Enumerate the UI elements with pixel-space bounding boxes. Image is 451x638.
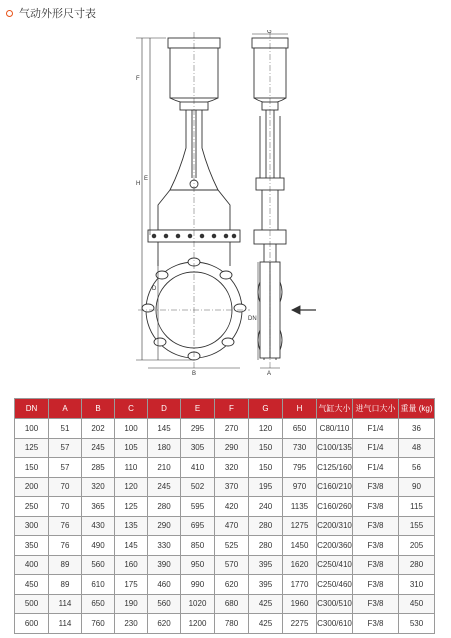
table-cell: 500 — [15, 594, 49, 614]
table-cell: 400 — [15, 555, 49, 575]
table-cell: 190 — [115, 594, 148, 614]
table-cell: 795 — [283, 458, 317, 478]
header-cell: F — [215, 399, 249, 419]
table-cell: 990 — [181, 575, 215, 595]
table-cell: 36 — [399, 419, 435, 439]
table-cell: 100 — [115, 419, 148, 439]
table-cell: 160 — [115, 555, 148, 575]
table-cell: 195 — [249, 477, 283, 497]
table-cell: 76 — [49, 516, 82, 536]
table-cell: 395 — [249, 575, 283, 595]
table-cell: 320 — [215, 458, 249, 478]
table-cell: 425 — [249, 594, 283, 614]
table-cell: 150 — [249, 438, 283, 458]
table-cell: 530 — [399, 614, 435, 634]
dim-label-e: E — [144, 176, 149, 182]
table-header-row — [15, 399, 435, 419]
table-cell: 56 — [399, 458, 435, 478]
table-cell: 285 — [82, 458, 115, 478]
table-cell: C160/210 — [317, 477, 353, 497]
table-cell: 105 — [115, 438, 148, 458]
table-cell: C250/460 — [317, 575, 353, 595]
table-cell: 100 — [15, 419, 49, 439]
table-cell: F3/8 — [353, 477, 399, 497]
table-cell: 150 — [249, 458, 283, 478]
table-cell: F3/8 — [353, 555, 399, 575]
table-cell: 1770 — [283, 575, 317, 595]
table-cell: 850 — [181, 536, 215, 556]
table-cell: C100/135 — [317, 438, 353, 458]
table-cell: F3/8 — [353, 536, 399, 556]
table-cell: 125 — [15, 438, 49, 458]
table-cell: 600 — [15, 614, 49, 634]
dim-label-b: B — [192, 371, 197, 375]
table-cell: 120 — [115, 477, 148, 497]
table-cell: F3/8 — [353, 614, 399, 634]
table-cell: C200/360 — [317, 536, 353, 556]
table-cell: 430 — [82, 516, 115, 536]
table-cell: 114 — [49, 614, 82, 634]
header-cell: 重量 (kg) — [399, 399, 435, 419]
table-row — [15, 477, 435, 497]
table-cell: 970 — [283, 477, 317, 497]
table-cell: 280 — [249, 516, 283, 536]
table-cell: C80/110 — [317, 419, 353, 439]
table-row — [15, 614, 435, 634]
table-cell: 280 — [399, 555, 435, 575]
header-cell: E — [181, 399, 215, 419]
dim-label-a: A — [267, 371, 272, 375]
table-cell: 2275 — [283, 614, 317, 634]
table-cell: 48 — [399, 438, 435, 458]
table-cell: 280 — [148, 497, 181, 517]
table-row — [15, 497, 435, 517]
table-cell: 205 — [399, 536, 435, 556]
table-cell: 51 — [49, 419, 82, 439]
table-cell: 240 — [249, 497, 283, 517]
table-cell: 1960 — [283, 594, 317, 614]
table-cell: 620 — [215, 575, 249, 595]
table-cell: F1/4 — [353, 438, 399, 458]
header-cell: D — [148, 399, 181, 419]
table-cell: 200 — [15, 477, 49, 497]
table-cell: F1/4 — [353, 419, 399, 439]
table-cell: 145 — [148, 419, 181, 439]
table-cell: 57 — [49, 438, 82, 458]
table-cell: 370 — [215, 477, 249, 497]
table-cell: 395 — [249, 555, 283, 575]
table-cell: 210 — [148, 458, 181, 478]
dim-label-g: G — [267, 30, 272, 35]
dimension-table — [14, 398, 435, 634]
table-row — [15, 594, 435, 614]
table-cell: 1450 — [283, 536, 317, 556]
table-cell: 560 — [82, 555, 115, 575]
table-cell: 290 — [148, 516, 181, 536]
header-cell: G — [249, 399, 283, 419]
dim-label-dn: DN — [248, 316, 257, 322]
header-cell: 进气口大小 — [353, 399, 399, 419]
table-row — [15, 516, 435, 536]
table-cell: 114 — [49, 594, 82, 614]
table-cell: 180 — [148, 438, 181, 458]
table-cell: F3/8 — [353, 516, 399, 536]
table-row — [15, 575, 435, 595]
table-cell: 420 — [215, 497, 249, 517]
table-cell: 305 — [181, 438, 215, 458]
table-cell: 150 — [15, 458, 49, 478]
table-cell: 490 — [82, 536, 115, 556]
table-cell: 320 — [82, 477, 115, 497]
table-cell: 290 — [215, 438, 249, 458]
table-cell: 300 — [15, 516, 49, 536]
table-cell: 780 — [215, 614, 249, 634]
table-cell: 760 — [82, 614, 115, 634]
table-cell: 120 — [249, 419, 283, 439]
table-cell: 460 — [148, 575, 181, 595]
table-cell: 110 — [115, 458, 148, 478]
table-cell: C200/310 — [317, 516, 353, 536]
table-cell: 650 — [82, 594, 115, 614]
header-cell: 气缸大小 — [317, 399, 353, 419]
dim-label-h: H — [136, 181, 141, 187]
table-cell: 450 — [399, 594, 435, 614]
table-cell: C250/410 — [317, 555, 353, 575]
table-row — [15, 438, 435, 458]
table-row — [15, 458, 435, 478]
table-cell: 502 — [181, 477, 215, 497]
table-cell: 680 — [215, 594, 249, 614]
header-cell: H — [283, 399, 317, 419]
table-cell: 350 — [15, 536, 49, 556]
table-cell: 610 — [82, 575, 115, 595]
table-row — [15, 419, 435, 439]
table-cell: 650 — [283, 419, 317, 439]
header-cell: A — [49, 399, 82, 419]
header-cell: C — [115, 399, 148, 419]
table-cell: 145 — [115, 536, 148, 556]
table-cell: C300/610 — [317, 614, 353, 634]
table-row — [15, 536, 435, 556]
table-cell: 245 — [82, 438, 115, 458]
table-cell: 175 — [115, 575, 148, 595]
table-cell: 270 — [215, 419, 249, 439]
dim-label-d: D — [152, 286, 157, 292]
table-cell: 560 — [148, 594, 181, 614]
table-cell: 695 — [181, 516, 215, 536]
table-cell: 76 — [49, 536, 82, 556]
table-cell: C300/510 — [317, 594, 353, 614]
table-cell: 295 — [181, 419, 215, 439]
table-cell: C160/260 — [317, 497, 353, 517]
table-cell: 57 — [49, 458, 82, 478]
table-cell: F3/8 — [353, 594, 399, 614]
table-cell: 525 — [215, 536, 249, 556]
circle-bullet-icon — [6, 10, 13, 17]
table-cell: 950 — [181, 555, 215, 575]
table-cell: 202 — [82, 419, 115, 439]
table-cell: 115 — [399, 497, 435, 517]
table-cell: 135 — [115, 516, 148, 536]
section-heading — [6, 6, 96, 20]
table-cell: 390 — [148, 555, 181, 575]
table-cell: 155 — [399, 516, 435, 536]
table-cell: 330 — [148, 536, 181, 556]
table-cell: 730 — [283, 438, 317, 458]
section-title: 气动外形尺寸表 — [19, 8, 96, 20]
table-cell: 280 — [249, 536, 283, 556]
table-cell: 1620 — [283, 555, 317, 575]
table-cell: 70 — [49, 497, 82, 517]
table-row — [15, 555, 435, 575]
header-cell: B — [82, 399, 115, 419]
table-cell: 410 — [181, 458, 215, 478]
table-cell: F3/8 — [353, 497, 399, 517]
table-cell: 310 — [399, 575, 435, 595]
table-cell: 245 — [148, 477, 181, 497]
table-cell: F3/8 — [353, 575, 399, 595]
table-cell: 1200 — [181, 614, 215, 634]
table-cell: 620 — [148, 614, 181, 634]
table-cell: 595 — [181, 497, 215, 517]
table-cell: 450 — [15, 575, 49, 595]
dim-label-f: F — [136, 76, 140, 82]
table-cell: 90 — [399, 477, 435, 497]
table-cell: 250 — [15, 497, 49, 517]
valve-technical-drawing — [120, 30, 420, 375]
table-cell: 89 — [49, 555, 82, 575]
table-cell: 1275 — [283, 516, 317, 536]
table-cell: F1/4 — [353, 458, 399, 478]
table-cell: 89 — [49, 575, 82, 595]
table-cell: 1020 — [181, 594, 215, 614]
table-cell: 425 — [249, 614, 283, 634]
table-cell: 125 — [115, 497, 148, 517]
table-cell: 470 — [215, 516, 249, 536]
table-cell: 1135 — [283, 497, 317, 517]
table-cell: 230 — [115, 614, 148, 634]
table-cell: 365 — [82, 497, 115, 517]
table-cell: C125/160 — [317, 458, 353, 478]
table-cell: 70 — [49, 477, 82, 497]
header-cell: DN — [15, 399, 49, 419]
table-cell: 570 — [215, 555, 249, 575]
